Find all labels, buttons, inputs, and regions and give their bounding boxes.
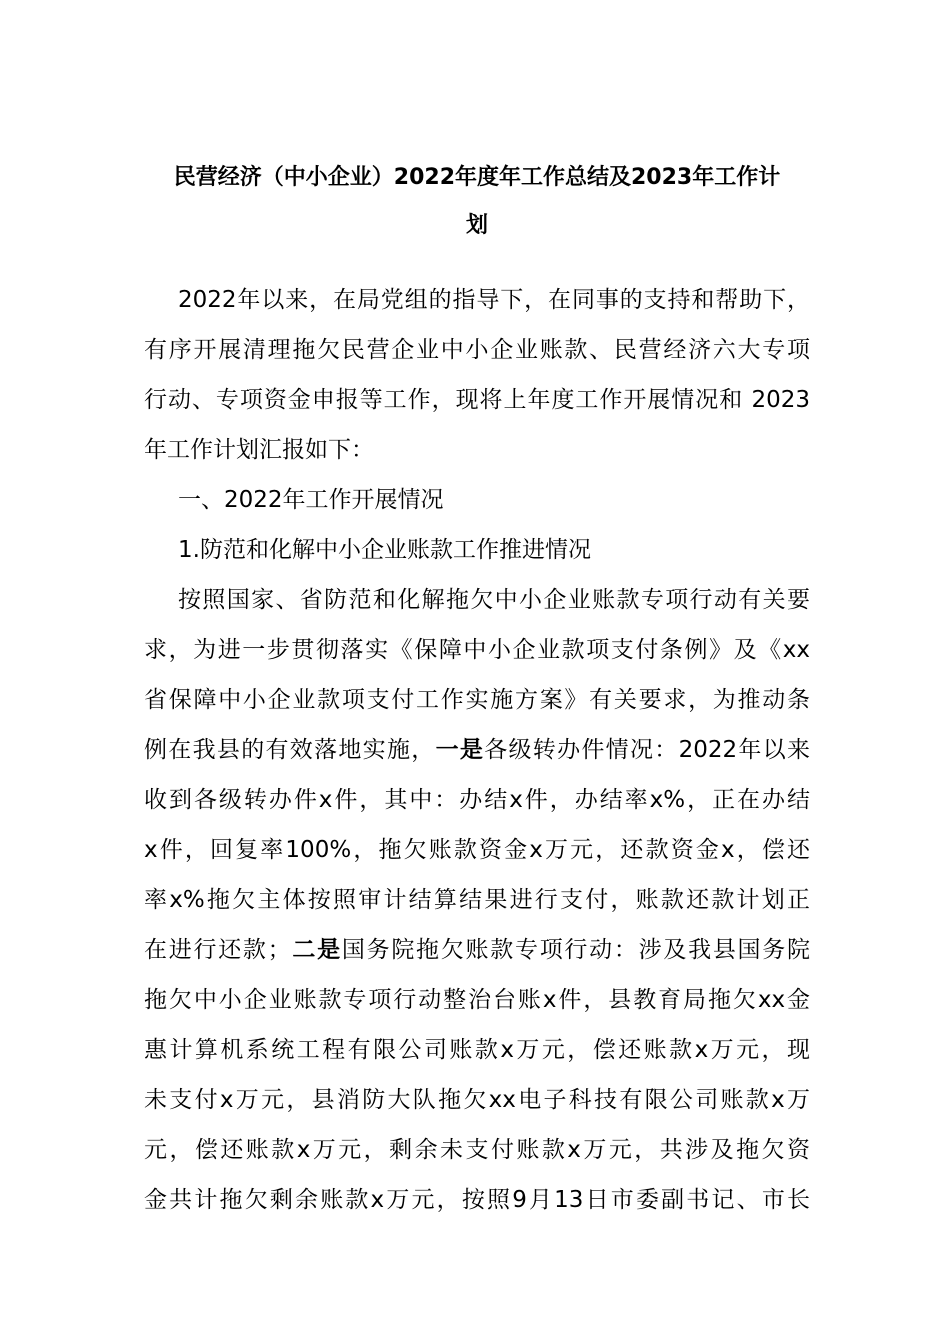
body-line-5: 收到各级转办件x件，其中：办结x件，办结率x%，正在办结 [144,787,810,813]
body-line-11: 未支付x万元，县消防大队拖欠xx电子科技有限公司账款x万 [144,1087,810,1113]
body-line-4 [144,734,810,766]
intro-line-4: 年工作计划汇报如下： [144,437,374,463]
body-line-6: x件，回复率100%，拖欠账款资金x万元，还款资金x，偿还 [144,837,810,863]
emphasis-second: 二是 [290,937,342,963]
body-line-4-text-a: 例在我县的有效落地实施， [144,737,436,763]
subsection-1-heading: 1.防范和化解中小企业账款工作推进情况 [178,537,591,563]
body-line-4-text-b: 各级转办件情况：2022年以来 [484,737,810,763]
body-line-8 [144,934,810,966]
body-line-13: 金共计拖欠剩余账款x万元，按照9月13日市委副书记、市长 [144,1187,810,1213]
intro-line-2: 有序开展清理拖欠民营企业中小企业账款、民营经济六大专项 [144,337,810,363]
intro-line-3: 行动、专项资金申报等工作，现将上年度工作开展情况和 2023 [144,387,810,413]
document-title-line-2: 划 [465,213,488,238]
body-line-9: 拖欠中小企业账款专项行动整治台账x件，县教育局拖欠xx金 [144,987,810,1013]
emphasis-first: 一是 [435,737,485,763]
body-line-8-text-b: 国务院拖欠账款专项行动：涉及我县国务院 [341,937,810,963]
body-line-10: 惠计算机系统工程有限公司账款x万元，偿还账款x万元，现 [144,1037,810,1063]
body-line-12: 元，偿还账款x万元，剩余未支付账款x万元，共涉及拖欠资 [144,1137,810,1163]
body-line-2: 求，为进一步贯彻落实《保障中小企业款项支付条例》及《xx [144,637,810,663]
body-line-7: 率x%拖欠主体按照审计结算结果进行支付，账款还款计划正 [144,887,810,913]
section-1-heading: 一、2022年工作开展情况 [178,487,444,513]
body-line-8-text-a: 在进行还款； [144,937,291,963]
document-title-line-1: 民营经济（中小企业）2022年度年工作总结及2023年工作计 [173,165,781,190]
body-line-1: 按照国家、省防范和化解拖欠中小企业账款专项行动有关要 [178,587,810,613]
intro-line-1: 2022年以来，在局党组的指导下，在同事的支持和帮助下， [178,287,810,313]
body-line-3: 省保障中小企业款项支付工作实施方案》有关要求，为推动条 [144,687,810,713]
